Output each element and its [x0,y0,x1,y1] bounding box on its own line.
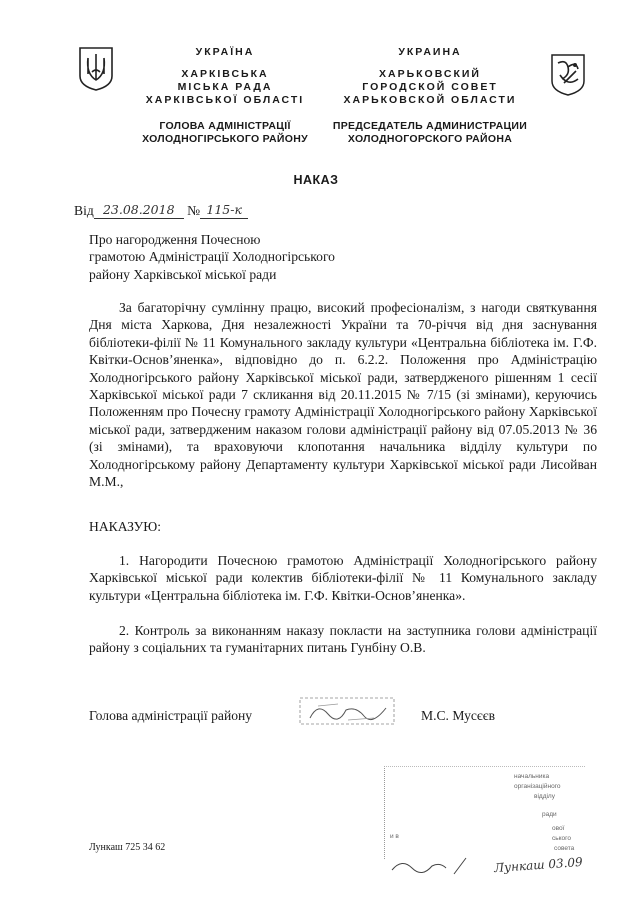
country-ru: УКРАИНА [398,46,462,58]
head-ua-line2: ХОЛОДНОГІРСЬКОГО РАЙОНУ [142,133,308,145]
country-ua: УКРАЇНА [195,46,255,58]
order-line [74,202,374,220]
stamp-handwriting: Лункаш 03.09 [493,854,584,876]
stamp-line-1: начальника [514,773,550,780]
order-item-2: 2. Контроль за виконанням наказу покласти на заступника голови адміністрації району з соціальних та гуманітарних питань Гунбіну О.В. [89,623,597,656]
council-ua-line2: МІСЬКА РАДА [177,81,273,93]
stamp-line-6: и в [390,833,399,840]
stamp-line-4: ради [542,811,557,818]
order-date: 23.08.2018 [102,202,175,217]
subject-line1: Про нагородження Почесною [89,232,261,247]
number-blank [200,201,248,219]
signature-position: Голова адміністрації району [89,708,253,723]
stamp-line-5: ової [552,825,565,832]
head-ru-line2: ХОЛОДНОГОРСКОГО РАЙОНА [347,133,513,145]
council-ru-line1: ХАРЬКОВСКИЙ [379,68,481,80]
document-title: НАКАЗ [293,173,339,187]
council-ru-line3: ХАРЬКОВСКОЙ ОБЛАСТИ [343,94,517,106]
signature-name: М.С. Мусєєв [421,708,496,723]
subject [89,231,409,283]
order-word: НАКАЗУЮ: [89,519,162,534]
stamp-line-3: відділу [534,793,555,800]
kharkiv-city-emblem [550,53,586,97]
from-label: Від [74,203,94,218]
head-ua-line1: ГОЛОВА АДМІНІСТРАЦІЇ [159,120,291,132]
order-number: 115-к [206,202,242,217]
header-right [325,46,535,146]
council-ru-line2: ГОРОДСКОЙ СОВЕТ [362,81,498,93]
stamp-line-7: ського [552,835,572,842]
executor-footer: Лункаш 725 34 62 [89,842,166,853]
council-ua-line1: ХАРКІВСЬКА [181,68,269,80]
ukraine-trident-emblem [77,46,115,92]
subject-line3: району Харківської міської ради [89,266,277,282]
approval-stamp [384,766,604,876]
subject-line2: грамотою Адміністрації Холодногірського [89,249,335,265]
head-ru-line1: ПРЕДСЕДАТЕЛЬ АДМИНИСТРАЦИИ [332,120,528,132]
council-ua-line3: ХАРКІВСЬКОЇ ОБЛАСТІ [145,94,305,106]
preamble-paragraph: За багаторічну сумлінну працю, високий професіоналізм, з нагоди святкування Дня міста Харкова, Дня незалежності України та 70-річчя від дня заснування бібліотеки-філії № 11 Комунального закладу культури «Центральна бібліотека ім. Г.Ф. Квітки-Основ’яненка», відповідно до п. 6.2.2. Положення про Адміністрацію Холодногірського району Харківської міської ради, затвердженого рішенням 1 сесії Харківської міської ради 7 скликання від 20.11.2015 № 7/15 (зі змінами), керуючись Положенням про Почесну грамоту Адміністрації Холодногірського району Харківської міської ради, затвердженим наказом голови адміністрації району від 07.05.2013 № 36 (зі змінами), та враховуючи клопотання начальника відділу культури по Холодногірському району Департаменту культури Харківської міської ради Лисойван М.М., [89,300,597,490]
stamp-initials-mark [388,854,488,876]
signature-mark [298,694,398,730]
stamp-line-2: організаційного [514,783,561,790]
date-blank [94,201,184,219]
order-item-1: 1. Нагородити Почесною грамотою Адміністрації Холодногірського району Харківської міської ради колектив бібліотеки-філії № 11 Комунального закладу культури «Центральна бібліотека ім. Г.Ф. Квітки-Основ’яненка». [89,553,597,603]
stamp-line-8: совета [554,845,575,852]
header-left [125,46,325,146]
number-label: № [187,203,201,218]
